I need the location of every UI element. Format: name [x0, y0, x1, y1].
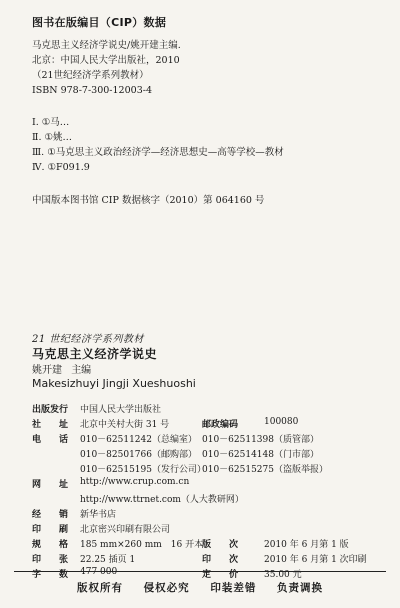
spec-row	[32, 537, 372, 552]
cip-isbn-line: ISBN 978-7-300-12003-4	[32, 85, 152, 96]
cip-class-4: Ⅳ. ①F091.9	[32, 162, 90, 173]
publisher-value: 中国人民大学出版社	[80, 405, 162, 415]
book-title: 马克思主义经济学说史	[32, 347, 158, 361]
distributor-label: 经 销	[32, 510, 69, 520]
address-row	[32, 417, 372, 432]
website-label: 网 址	[32, 480, 69, 490]
cip-class-1: Ⅰ. ①马…	[32, 117, 70, 128]
publisher-row	[32, 402, 372, 417]
cip-series-line: （21世纪经济学系列教材）	[32, 70, 149, 81]
editor-line	[32, 361, 91, 376]
printer-row	[32, 522, 372, 537]
series-name: 21 世纪经济学系列教材	[32, 334, 144, 345]
printer-value: 北京密兴印刷有限公司	[80, 525, 171, 535]
words-label: 字 数	[32, 570, 69, 580]
publisher-label: 出版发行	[32, 405, 69, 415]
cip-title: 图书在版编目（CIP）数据	[32, 16, 167, 29]
sheets-value: 22.25 插页 1	[80, 555, 136, 565]
copyright-notice	[0, 580, 400, 595]
phone-row	[32, 462, 372, 477]
phone-value: 010－62515195（发行公司）	[80, 465, 206, 475]
notice-binding-error: 印装差错	[210, 582, 257, 594]
website-row	[32, 492, 372, 507]
printer-label: 印 刷	[32, 525, 69, 535]
spec-value: 185 mm×260 mm 16 开本	[80, 540, 204, 550]
editor-name: 姚开建	[32, 365, 62, 376]
phone-value: 010－62514148（门市部）	[202, 450, 319, 460]
phone-label: 电 话	[32, 435, 69, 445]
postcode-label: 邮政编码	[202, 420, 239, 430]
edition-value: 2010 年 6 月第 1 版	[264, 540, 349, 550]
cip-publisher-line: 北京：中国人民大学出版社，2010	[32, 55, 180, 66]
address-value: 北京中关村大街 31 号	[80, 420, 170, 430]
publishing-info	[32, 402, 372, 582]
notice-copyright: 版权所有	[77, 582, 124, 594]
cip-class-2: Ⅱ. ①姚…	[32, 132, 73, 143]
phone-value: 010－82501766（邮购部）	[80, 450, 197, 460]
printing-label: 印 次	[202, 555, 239, 565]
sheets-label: 印 张	[32, 555, 69, 565]
words-value: 477 000	[80, 567, 118, 577]
phone-row	[32, 447, 372, 462]
price-label: 定 价	[202, 570, 239, 580]
cip-entry	[32, 38, 181, 98]
postcode-value: 100080	[264, 417, 299, 427]
sheets-row	[32, 552, 372, 567]
edition-label: 版 次	[202, 540, 239, 550]
website-row	[32, 477, 372, 492]
phone-row	[32, 432, 372, 447]
notice-replacement: 负责调换	[276, 582, 323, 594]
editor-role: 主编	[71, 365, 92, 376]
footer-divider	[14, 571, 386, 572]
cip-classification	[32, 115, 284, 175]
website-value: http://www.crup.com.cn	[80, 477, 190, 487]
phone-value: 010－62511398（质管部）	[202, 435, 319, 445]
price-value: 35.00 元	[264, 570, 302, 580]
phone-value: 010－62511242（总编室）	[80, 435, 197, 445]
notice-infringement: 侵权必究	[143, 582, 190, 594]
cip-record-number: 中国版本图书馆 CIP 数据核字（2010）第 064160 号	[32, 195, 265, 206]
phone-value: 010－62515275（盗版举报）	[202, 465, 328, 475]
cip-title-line: 马克思主义经济学说史/姚开建主编.	[32, 40, 181, 51]
cip-class-3: Ⅲ. ①马克思主义政治经济学—经济思想史—高等学校—教材	[32, 147, 284, 158]
book-title-pinyin: Makesizhuyi Jingji Xueshuoshi	[32, 377, 196, 390]
address-label: 社 址	[32, 420, 69, 430]
printing-value: 2010 年 6 月第 1 次印刷	[264, 555, 367, 565]
distributor-value: 新华书店	[80, 510, 117, 520]
distributor-row	[32, 507, 372, 522]
spec-label: 规 格	[32, 540, 69, 550]
website-value: http://www.ttrnet.com（人大教研网）	[80, 495, 244, 505]
